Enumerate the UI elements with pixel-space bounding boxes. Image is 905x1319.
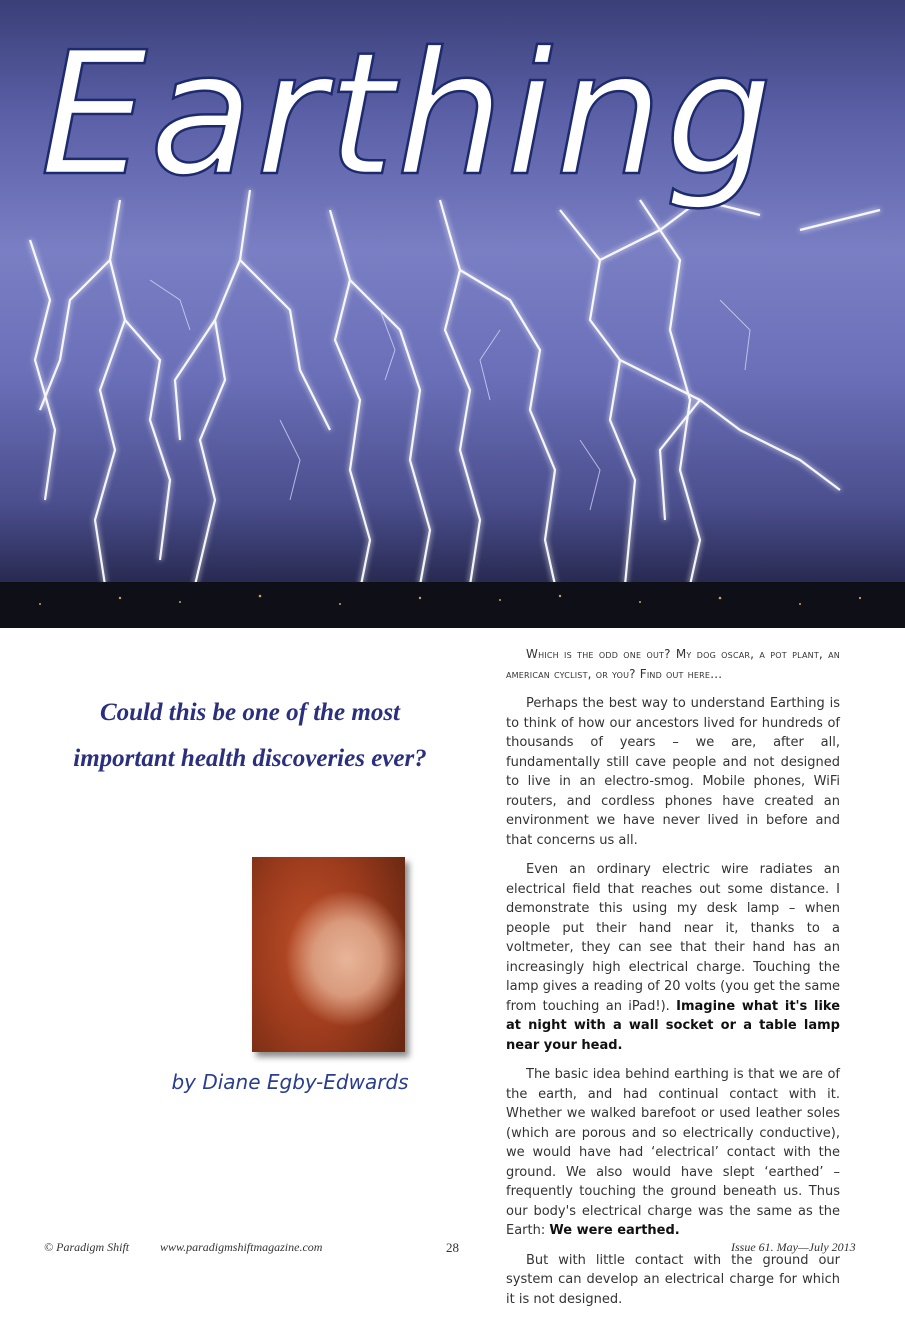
- footer-copyright: © Paradigm Shift: [44, 1240, 130, 1254]
- author-byline: by Diane Egby-Edwards: [171, 1070, 409, 1094]
- page-footer: [0, 1240, 905, 1260]
- paragraph-text: The basic idea behind earthing is that we are of the earth, and had continual contact with it. Whether we walked barefoot or used leather soles (which are porous and so electrically conductive), we would have had ‘electrical’ contact with the ground. We also would have slept ‘earthed’ – frequently touching the ground beneath us. Thus our body's electrical charge was the same as the Earth:: [506, 1067, 840, 1238]
- footer-page-number: 28: [446, 1240, 459, 1255]
- article-paragraph: [506, 1065, 840, 1241]
- article-paragraph: But with little contact with the ground our system can develop an electrical charge for which it is not designed.: [506, 1252, 840, 1307]
- deck-headline: [60, 690, 440, 782]
- hero-lightning-photo: [0, 0, 905, 628]
- deck-line-2: important health discoveries ever?: [73, 745, 427, 772]
- article-paragraph: [506, 860, 840, 1055]
- article-body: [506, 645, 840, 1319]
- article-paragraph: Perhaps the best way to understand Earthing is to think of how our ancestors lived for hundreds of thousands of years – we are, after all, fundamentally still cave people and not designed to live in an electro-smog. Mobile phones, WiFi routers, and cordless phones have created an environment we have never lived in before and that concerns us all.: [506, 696, 840, 848]
- deck-line-1: Could this be one of the most: [99, 699, 401, 726]
- article-lead: Which is the odd one out? My dog oscar, a pot plant, an american cyclist, or you? Find out here…: [506, 647, 840, 681]
- author-portrait: [252, 857, 405, 1052]
- paragraph-text: Even an ordinary electric wire radiates an electrical field that reaches out some distance. I demonstrate this using my desk lamp – when people put their hand near it, thanks to a voltmeter, they can see that their hand has an increasingly high electrical charge. Touching the lamp gives a reading of 20 volts (you get the same from touching an iPad!).: [506, 862, 840, 1014]
- paragraph-emphasis: We were earthed.: [549, 1223, 680, 1238]
- footer-issue: Issue 61. May—July 2013: [731, 1240, 856, 1254]
- footer-website[interactable]: www.paradigmshiftmagazine.com: [160, 1240, 323, 1254]
- page-title: Earthing: [40, 16, 775, 214]
- paragraph-emphasis: Imagine what it's like at night with a wall socket or a table lamp near your head.: [506, 998, 841, 1053]
